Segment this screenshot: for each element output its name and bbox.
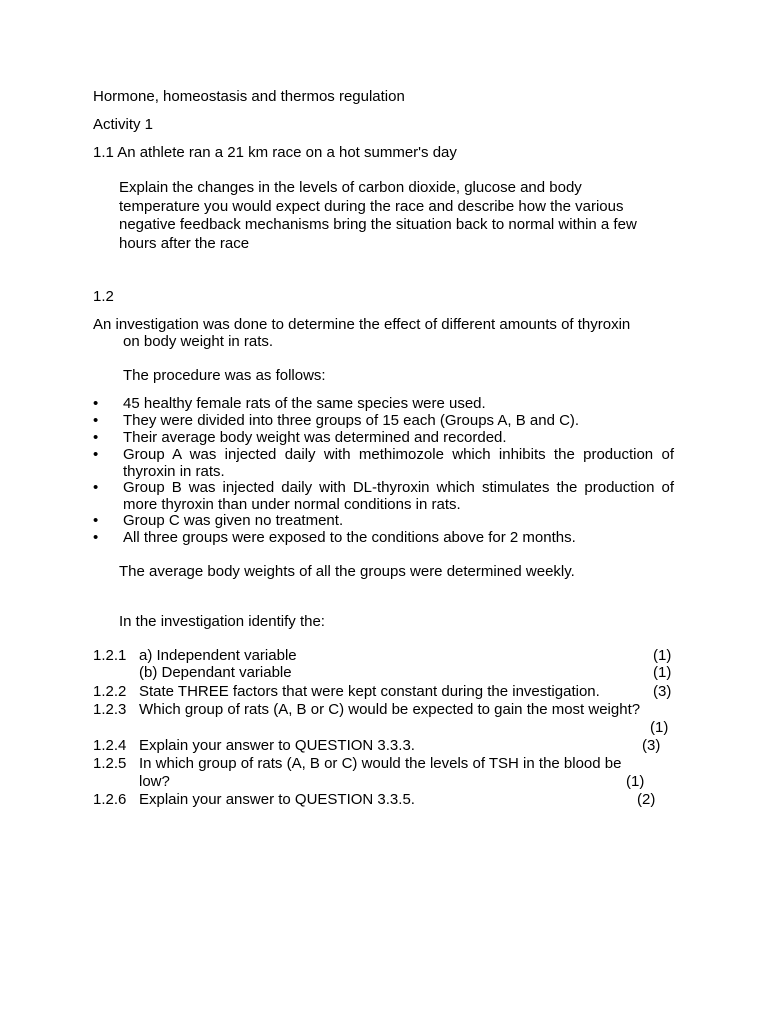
weekly-measurement-text: The average body weights of all the groups were determined weekly. — [119, 563, 575, 580]
mark-allocation: (1) — [626, 773, 645, 790]
procedure-list-item: • Their average body weight was determined and recorded. — [93, 429, 507, 446]
mark-allocation: (1) — [650, 719, 669, 736]
question-text: Explain your answer to QUESTION 3.3.5. — [139, 791, 415, 808]
mark-allocation: (3) — [642, 737, 661, 754]
bullet-icon: • — [93, 429, 99, 446]
question-1-1-line: Explain the changes in the levels of carbon dioxide, glucose and body — [119, 179, 582, 196]
bullet-icon: • — [93, 446, 99, 463]
question-1-1-heading: 1.1 An athlete ran a 21 km race on a hot summer's day — [93, 144, 457, 161]
question-text: Explain your answer to QUESTION 3.3.3. — [139, 737, 415, 754]
question-text: In which group of rats (A, B or C) would the levels of TSH in the blood be — [139, 755, 622, 772]
procedure-list-item: • Group C was given no treatment. — [93, 512, 344, 529]
procedure-list-item: • 45 healthy female rats of the same species were used. — [93, 395, 486, 412]
question-1-1-line: negative feedback mechanisms bring the situation back to normal within a few — [119, 216, 637, 233]
question-1-1-body — [119, 179, 679, 253]
question-1-2-number: 1.2 — [93, 288, 114, 305]
procedure-list-item: • All three groups were exposed to the conditions above for 2 months. — [93, 529, 576, 546]
bullet-icon: • — [93, 412, 99, 429]
mark-allocation: (2) — [637, 791, 656, 808]
bullet-icon: • — [93, 395, 99, 412]
mark-allocation: (3) — [653, 683, 672, 700]
procedure-list-item: • Group A was injected daily with methimozole which inhibits the production of thyroxin in rats. — [93, 446, 674, 480]
question-text: State THREE factors that were kept constant during the investigation. — [139, 683, 600, 700]
question-number: 1.2.5 — [93, 755, 127, 772]
question-1-1-line: hours after the race — [119, 234, 250, 252]
question-text: low? — [139, 773, 170, 790]
procedure-list-item: • Group B was injected daily with DL-thyroxin which stimulates the production of more thyroxin than under normal conditions in rats. — [93, 479, 674, 513]
question-text: Which group of rats (A, B or C) would be expected to gain the most weight? — [139, 701, 641, 718]
question-text: a) Independent variable — [139, 647, 297, 664]
question-number: 1.2.2 — [93, 683, 127, 700]
procedure-intro: The procedure was as follows: — [123, 367, 326, 384]
identify-prompt: In the investigation identify the: — [119, 613, 325, 630]
question-number: 1.2.3 — [93, 701, 127, 718]
question-number: 1.2.6 — [93, 791, 127, 808]
activity-heading: Activity 1 — [93, 116, 154, 133]
question-1-1-line: temperature you would expect during the race and describe how the various — [119, 197, 624, 215]
bullet-icon: • — [93, 479, 99, 496]
bullet-icon: • — [93, 512, 99, 529]
question-text: (b) Dependant variable — [139, 664, 292, 681]
mark-allocation: (1) — [653, 647, 672, 664]
bullet-icon: • — [93, 529, 99, 546]
document-title: Hormone, homeostasis and thermos regulation — [93, 88, 405, 105]
mark-allocation: (1) — [653, 664, 672, 681]
investigation-intro-line2: on body weight in rats. — [123, 333, 274, 350]
question-number: 1.2.4 — [93, 737, 127, 754]
question-number: 1.2.1 — [93, 647, 127, 664]
investigation-intro-line1: An investigation was done to determine the effect of different amounts of thyroxin — [93, 316, 631, 333]
procedure-list-item: • They were divided into three groups of 15 each (Groups A, B and C). — [93, 412, 580, 429]
